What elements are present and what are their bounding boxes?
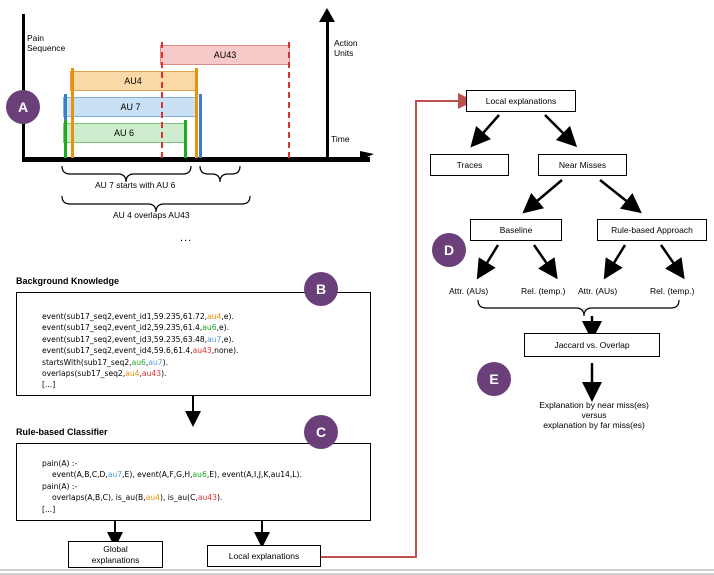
- rule-based-classifier-box: [16, 443, 371, 521]
- background-knowledge-box: [16, 292, 371, 396]
- annotation-starts-with: AU 7 starts with AU 6: [95, 180, 176, 190]
- rule-based-classifier-code: pain(A) :- event(A,B,C,D,au7,E), event(A,F,G,H,au6,E), event(A,I,J,K,au14,L). pain(A) :- overlaps(A,B,C), is_au(B,au4), is_au(C,au43). [...]: [42, 459, 302, 514]
- near-misses-box[interactable]: Near Misses: [538, 154, 627, 176]
- rule-based-approach-box[interactable]: Rule-based Approach: [597, 219, 707, 241]
- attr-right-label: Attr. (AUs): [578, 286, 618, 296]
- rel-right-label: Rel. (temp.): [650, 286, 695, 296]
- timeline-ellipsis: ...: [180, 232, 193, 244]
- badge-c: C: [304, 415, 338, 449]
- global-explanations-line1: Global: [103, 543, 128, 554]
- action-units-axis: [326, 20, 329, 157]
- baseline-box[interactable]: Baseline: [470, 219, 562, 241]
- badge-a: A: [6, 90, 40, 124]
- pain-sequence-label: Pain Sequence: [27, 33, 66, 54]
- action-units-label: Action Units: [334, 38, 358, 59]
- tick-au4-start: [71, 68, 74, 158]
- badge-e: E: [477, 362, 511, 396]
- jaccard-overlap-box[interactable]: Jaccard vs. Overlap: [524, 333, 660, 357]
- background-knowledge-code: event(sub17_seq2,event_id1,59.235,61.72,au4,e). event(sub17_seq2,event_id2,59.235,61.4,au6,e). event(sub17_seq2,event_id3,59.235,63.48,au7,e). event(sub17_seq2,event_id4,59.6,61.4,au43,none). startsWith(sub17_seq2,au6,au7). overlaps(sub17_seq2,au4,au43). [...]: [42, 312, 239, 390]
- badge-b: B: [304, 272, 338, 306]
- badge-d: D: [432, 233, 466, 267]
- bar-au6: AU 6: [63, 123, 185, 143]
- attr-left-label: Attr. (AUs): [449, 286, 489, 296]
- tick-au43-start: [161, 42, 163, 158]
- tick-au6-end: [184, 120, 187, 158]
- tick-au6-start: [64, 120, 67, 158]
- pain-axis-vertical: [22, 14, 25, 162]
- action-units-axis-arrow: [318, 8, 338, 26]
- global-explanations-line2: explanations: [91, 554, 140, 565]
- rule-based-classifier-title: Rule-based Classifier: [16, 427, 108, 437]
- right-local-explanations-box[interactable]: Local explanations: [466, 90, 576, 112]
- time-label: Time: [331, 134, 350, 144]
- time-axis-arrow: [360, 148, 376, 170]
- bar-au7: AU 7: [63, 97, 198, 117]
- local-explanations-bottom-box[interactable]: Local explanations: [207, 545, 321, 567]
- tick-au7-end: [199, 94, 202, 158]
- traces-box[interactable]: Traces: [430, 154, 509, 176]
- global-explanations-box[interactable]: [68, 541, 163, 568]
- tick-au4-end: [195, 68, 198, 158]
- bar-au4: AU4: [70, 71, 196, 91]
- tick-au43-end: [288, 42, 290, 158]
- bar-au43: AU43: [160, 45, 290, 65]
- annotation-overlaps: AU 4 overlaps AU43: [113, 210, 190, 220]
- rel-left-label: Rel. (temp.): [521, 286, 566, 296]
- conclusion-text: Explanation by near miss(es) versus explanation by far miss(es): [539, 400, 649, 431]
- background-knowledge-title: Background Knowledge: [16, 276, 120, 286]
